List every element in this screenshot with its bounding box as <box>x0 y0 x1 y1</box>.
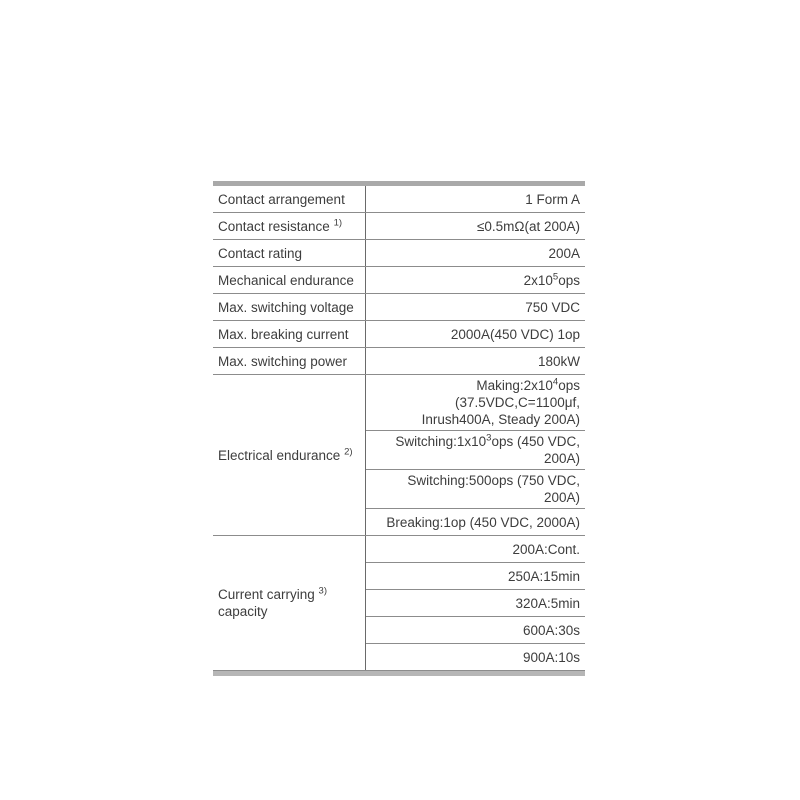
spec-value-cell: 200A:Cont. <box>366 536 586 563</box>
spec-row <box>213 213 585 240</box>
spec-value-cell: 320A:5min <box>366 590 586 617</box>
spec-value-cell: $Switching:1x10^3ops$ (450 VDC, 200A) <box>366 431 586 470</box>
specification-table <box>213 186 585 671</box>
spec-label-cell: Contact rating <box>213 240 366 267</box>
spec-value-cell: 600A:30s <box>366 617 586 644</box>
spec-row <box>213 267 585 294</box>
spec-value-cell: 250A:15min <box>366 563 586 590</box>
spec-row <box>213 240 585 267</box>
spec-value-cell: Switching:500ops (750 VDC, 200A) <box>366 470 586 509</box>
spec-value-cell: 750 VDC <box>366 294 586 321</box>
spec-row <box>213 321 585 348</box>
superscript-footnote: 4 <box>552 376 559 388</box>
spec-row <box>213 186 585 213</box>
spec-label-cell: Mechanical endurance <box>213 267 366 294</box>
spec-label-cell: Contact arrangement <box>213 186 366 213</box>
spec-label-cell: Max. breaking current <box>213 321 366 348</box>
spec-value-cell: Breaking:1op (450 VDC, 2000A) <box>366 509 586 536</box>
spec-row <box>213 375 585 431</box>
spec-label-cell: Contact resistance $^{1)}$ <box>213 213 366 240</box>
spec-value-cell: $2x10^5ops$ <box>366 267 586 294</box>
spec-label-cell: Current carrying $^{3)}$ capacity <box>213 536 366 671</box>
spec-row <box>213 348 585 375</box>
spec-label-cell: Max. switching power <box>213 348 366 375</box>
superscript-footnote: 5 <box>552 271 559 282</box>
spec-row <box>213 536 585 563</box>
spec-value-cell: ≤0.5mΩ(at 200A) <box>366 213 586 240</box>
spec-value-cell: 200A <box>366 240 586 267</box>
spec-value-cell: 180kW <box>366 348 586 375</box>
spec-row <box>213 294 585 321</box>
spec-table-body <box>213 186 585 671</box>
spec-label-cell: Electrical endurance $^{2)}$ <box>213 375 366 536</box>
superscript-footnote: 3) <box>318 585 327 597</box>
superscript-footnote: 3 <box>486 432 492 444</box>
superscript-footnote: 1) <box>333 217 343 228</box>
spec-value-cell: 1 Form A <box>366 186 586 213</box>
spec-label-cell: Max. switching voltage <box>213 294 366 321</box>
spec-value-cell: 900A:10s <box>366 644 586 671</box>
spec-table <box>213 181 585 676</box>
superscript-footnote: 2) <box>344 446 353 457</box>
spec-value-cell: 2000A(450 VDC) 1op <box>366 321 586 348</box>
spec-value-cell: $Making:2x10^4ops$ (37.5VDC,C=1100μf, Inrush400A, Steady 200A) <box>366 375 586 431</box>
